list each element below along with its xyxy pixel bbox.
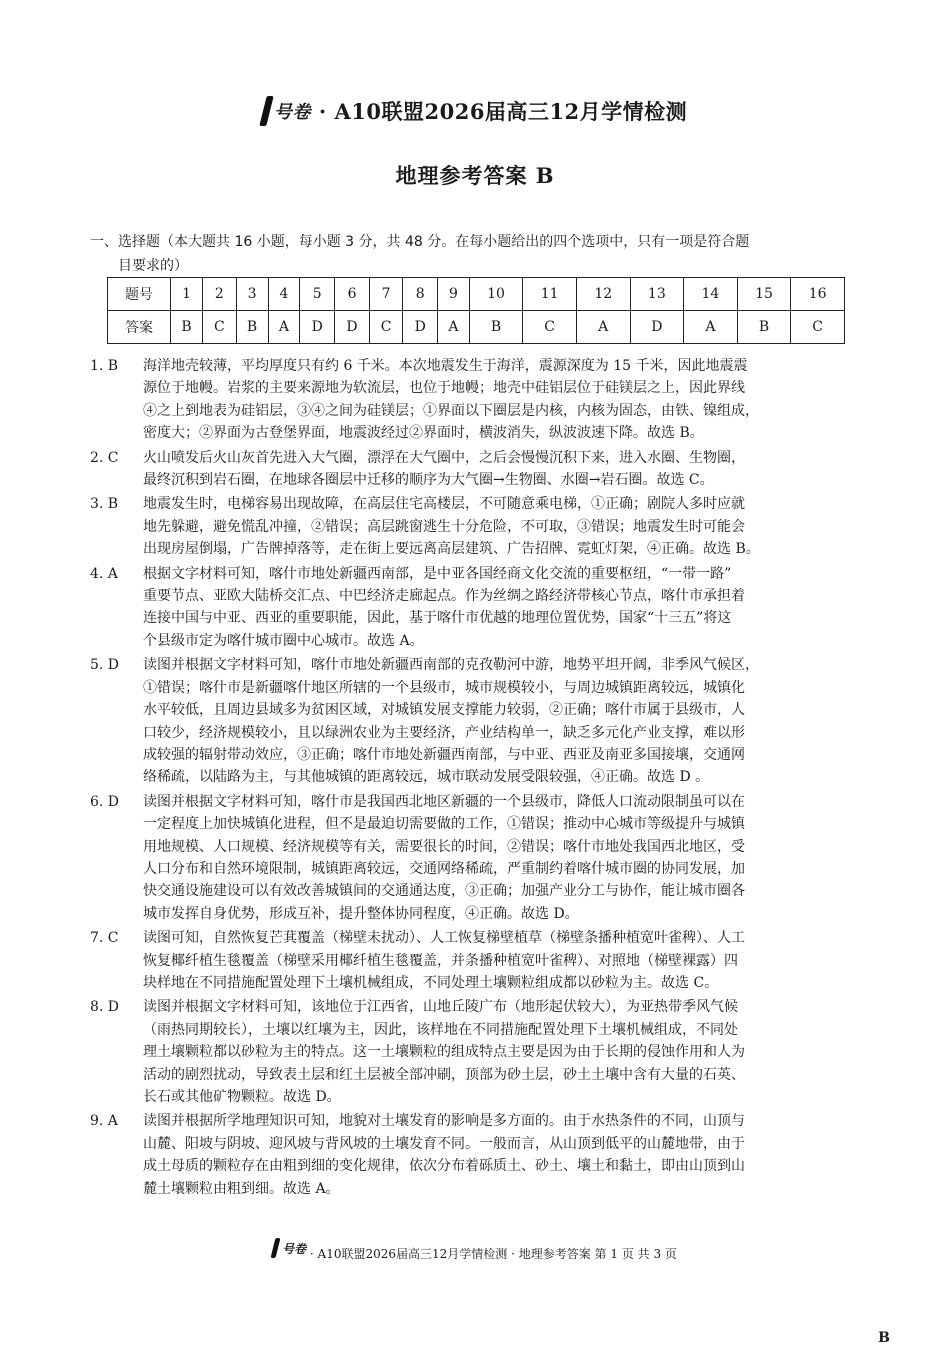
item-number: 2. C	[90, 449, 119, 466]
table-cell-answer: D	[403, 311, 438, 344]
table-cell-number: 13	[630, 278, 684, 311]
item-line: 连接中国与中亚、西亚的重要职能，因此，基于喀什市优越的地理位置优势，国家“十三五”将这	[143, 610, 732, 627]
exam-title: · A10联盟2026届高三12月学情检测	[318, 99, 688, 124]
table-cell-number: 16	[791, 278, 845, 311]
item-line: 长石或其他矿物颗粒。故选 D。	[143, 1089, 341, 1105]
item-line: 活动的剧烈扰动，导致表土层和红土层被全部冲刷，顶部为砂土层，砂土土壤中含有大量的石英、	[143, 1066, 745, 1083]
item-line: 块样地在不同措施配置处理下土壤机械组成，不同处理土壤颗粒组成都以砂粒为主。故选 C。	[143, 974, 719, 991]
item-line: 读图并根据所学地理知识可知，地貌对土壤发育的影响是多方面的。由于水热条件的不同，山顶与	[143, 1113, 745, 1130]
table-cell-number: 6	[335, 278, 370, 311]
item-line: 个县级市定为喀什城市圈中心城市。故选 A。	[143, 632, 424, 649]
item-number: 9. A	[90, 1113, 118, 1130]
item-text	[143, 563, 865, 653]
explanation-item	[90, 996, 865, 1108]
item-line: 用地规模、人口规模、经济规模等有关，需要很长的时间，②错误；喀什市地处我国西北地区，受	[143, 838, 745, 855]
item-number: 3. B	[90, 496, 119, 513]
answer-table-number-row	[108, 278, 845, 311]
section-heading-line-1: 一、选择题（本大题共 16 小题，每小题 3 分，共 48 分。在每小题给出的四个选项中，只有一项是符合题	[90, 234, 750, 250]
table-cell-answer: A	[684, 311, 738, 344]
explanation-item	[90, 654, 865, 788]
table-cell-answer: D	[300, 311, 335, 344]
item-line: 水平较低，且周边县域多为贫困区域，对城镇发展支撑能力较弱，②正确；喀什市属于县级市，人	[143, 702, 745, 719]
item-line: 重要节点、亚欧大陆桥交汇点、中巴经济走廊起点。作为丝绸之路经济带核心节点，喀什市承担着	[143, 588, 745, 605]
table-cell-number: 11	[523, 278, 577, 311]
answer-table-answer-row	[108, 311, 845, 344]
footer-logo-mark-icon	[271, 1238, 281, 1258]
table-cell-answer: B	[469, 311, 523, 344]
item-text	[143, 791, 865, 925]
exam-title-line	[263, 96, 687, 126]
table-cell-number: 2	[203, 278, 236, 311]
item-text	[143, 1110, 865, 1200]
item-line: 源位于地幔。岩浆的主要来源地为软流层，也位于地幔；地壳中硅铝层位于硅镁层之上，因此界线	[143, 380, 745, 397]
page-subtitle: 地理参考答案 B	[395, 163, 555, 188]
item-line: 成较强的辐射带动效应，③正确；喀什市地处新疆西南部，与中亚、西亚及南亚多国接壤，交通网	[143, 746, 745, 763]
table-cell-answer: A	[576, 311, 630, 344]
item-line: 人口分布和自然环境限制，城镇距离较远，交通网络稀疏，严重制约着喀什城市圈的协同发展，加	[143, 860, 745, 877]
table-cell-answer: C	[523, 311, 577, 344]
item-line: 地震发生时，电梯容易出现故障，在高层住宅高楼层，不可随意乘电梯，①正确；剧院人多时应就	[143, 496, 745, 513]
table-cell-number: 3	[236, 278, 268, 311]
item-line: 麓土壤颗粒由粗到细。故选 A。	[143, 1180, 340, 1197]
footer-logo	[273, 1238, 306, 1258]
explanation-item	[90, 447, 865, 492]
item-number: 1. B	[90, 358, 119, 374]
item-line: 读图并根据文字材料可知，喀什市是我国西北地区新疆的一个县级市，降低人口流动限制虽可以在	[143, 793, 745, 810]
explanation-list	[90, 355, 865, 1200]
item-line: 恢复椰纤植生毯覆盖（梯壁采用椰纤植生毯覆盖，并条播种植宽叶雀稗）、对照地（梯壁裸露）四	[143, 952, 738, 969]
item-line: ①错误；喀什市是新疆喀什地区所辖的一个县级市，城市规模较小，与周边城镇距离较远，城镇化	[143, 679, 745, 696]
item-line: 海洋地壳较薄，平均厚度只有约 6 千米。本次地震发生于海洋，震源深度为 15 千米，因此地震震	[143, 358, 748, 374]
item-text	[143, 447, 865, 492]
table-header-answer: 答案	[108, 311, 171, 344]
table-cell-number: 4	[268, 278, 300, 311]
table-cell-answer: B	[737, 311, 791, 344]
item-number: 7. C	[90, 930, 119, 947]
table-cell-number: 15	[737, 278, 791, 311]
answer-table	[107, 277, 845, 344]
item-line: 地先躲避，避免慌乱冲撞，②错误；高层跳窗逃生十分危险，不可取，③错误；地震发生时可能会	[143, 518, 745, 535]
table-cell-answer: A	[438, 311, 470, 344]
item-number: 4. A	[90, 565, 118, 582]
brand-logo	[263, 96, 311, 126]
item-line: 最终沉积到岩石圈，在地球各圈层中迁移的顺序为大气圈→生物圈、水圈→岩石圈。故选 C。	[143, 472, 714, 489]
table-cell-number: 1	[171, 278, 203, 311]
item-line: ④之上到地表为硅铝层，③④之间为硅镁层；①界面以下圈层是内核，内核为固态，由铁、镍组成，	[143, 402, 759, 419]
section-heading-line-2: 目要求的）	[118, 258, 188, 274]
table-cell-number: 5	[300, 278, 335, 311]
explanation-item	[90, 355, 865, 445]
table-cell-answer: B	[171, 311, 203, 344]
table-cell-answer: C	[203, 311, 236, 344]
item-text	[143, 355, 865, 445]
table-header-number: 题号	[108, 278, 171, 311]
section-heading	[90, 230, 865, 278]
item-text	[143, 996, 865, 1108]
item-line: 读图并根据文字材料可知，该地位于江西省，山地丘陵广布（地形起伏较大），为亚热带季风气候	[143, 999, 738, 1016]
brand-logo-text: 号卷	[273, 102, 311, 123]
corner-mark: B	[878, 1330, 890, 1346]
item-line: 理土壤颗粒都以砂粒为主的特点。这一土壤颗粒的组成特点主要是因为由于长期的侵蚀作用和人为	[143, 1044, 745, 1061]
item-line: 根据文字材料可知，喀什市地处新疆西南部，是中亚各国经商文化交流的重要枢纽，“一带一路”	[143, 565, 732, 582]
page-header	[0, 96, 950, 190]
explanation-item	[90, 791, 865, 925]
brand-logo-mark-icon	[259, 96, 273, 126]
item-line: 读图并根据文字材料可知，喀什市地处新疆西南部的克孜勒河中游，地势平坦开阔，非季风气候区，	[143, 657, 759, 674]
table-cell-number: 14	[684, 278, 738, 311]
item-line: 山麓、阳坡与阴坡、迎风坡与背风坡的土壤发育不同。一般而言，从山顶到低平的山麓地带，由于	[143, 1135, 745, 1152]
explanation-item	[90, 1110, 865, 1200]
table-cell-answer: C	[791, 311, 845, 344]
item-number: 5. D	[90, 657, 120, 674]
item-line: 出现房屋倒塌，广告牌掉落等，走在街上要远离高层建筑、广告招牌、霓虹灯架，④正确。故选 B。	[143, 541, 760, 558]
item-line: 络稀疏，以陆路为主，与其他城镇的距离较远，城市联动发展受限较强，④正确。故选 D 。	[143, 769, 710, 786]
item-line: 口较少，经济规模较小，且以绿洲农业为主要经济，产业结构单一，缺乏多元化产业支撑，难以形	[143, 724, 745, 741]
page-footer	[0, 1238, 950, 1262]
table-cell-number: 8	[403, 278, 438, 311]
item-number: 6. D	[90, 793, 120, 810]
table-cell-answer: C	[369, 311, 402, 344]
table-cell-answer: A	[268, 311, 300, 344]
explanation-item	[90, 563, 865, 653]
table-cell-number: 12	[576, 278, 630, 311]
item-number: 8. D	[90, 999, 120, 1016]
table-cell-answer: D	[630, 311, 684, 344]
item-line: 一定程度上加快城镇化进程，但不是最迫切需要做的工作，①错误；推动中心城市等级提升与城镇	[143, 816, 745, 833]
item-line: 密度大；②界面为古登堡界面，地震波经过②界面时，横波消失，纵波波速下降。故选 B。	[143, 425, 704, 442]
table-cell-number: 7	[369, 278, 402, 311]
item-text	[143, 927, 865, 994]
item-line: 快交通设施建设可以有效改善城镇间的交通通达度，③正确；加强产业分工与协作，能让城市圈各	[143, 883, 745, 900]
table-cell-number: 10	[469, 278, 523, 311]
item-line: （雨热同期较长），土壤以红壤为主，因此，该样地在不同措施配置处理下土壤机械组成，不同处	[143, 1021, 738, 1038]
item-line: 读图可知，自然恢复芒萁覆盖（梯壁未扰动）、人工恢复梯壁植草（梯壁条播种植宽叶雀稗）、人工	[143, 930, 745, 947]
table-cell-answer: B	[236, 311, 268, 344]
item-line: 火山喷发后火山灰首先进入大气圈，漂浮在大气圈中，之后会慢慢沉积下来，进入水圈、生物圈，	[143, 449, 745, 466]
table-cell-number: 9	[438, 278, 470, 311]
footer-text: · A10联盟2026届高三12月学情检测 · 地理参考答案 第 1 页 共 3 页	[309, 1247, 677, 1261]
table-cell-answer: D	[335, 311, 370, 344]
footer-logo-text: 号卷	[282, 1241, 307, 1256]
item-text	[143, 493, 865, 560]
explanation-item	[90, 493, 865, 560]
item-line: 城市发挥自身优势，形成互补，提升整体协同程度，④正确。故选 D。	[143, 905, 579, 922]
explanation-item	[90, 927, 865, 994]
item-text	[143, 654, 865, 788]
item-line: 成土母质的颗粒存在由粗到细的变化规律，依次分布着砾质土、砂土、壤土和黏土，即由山顶到山	[143, 1158, 745, 1175]
